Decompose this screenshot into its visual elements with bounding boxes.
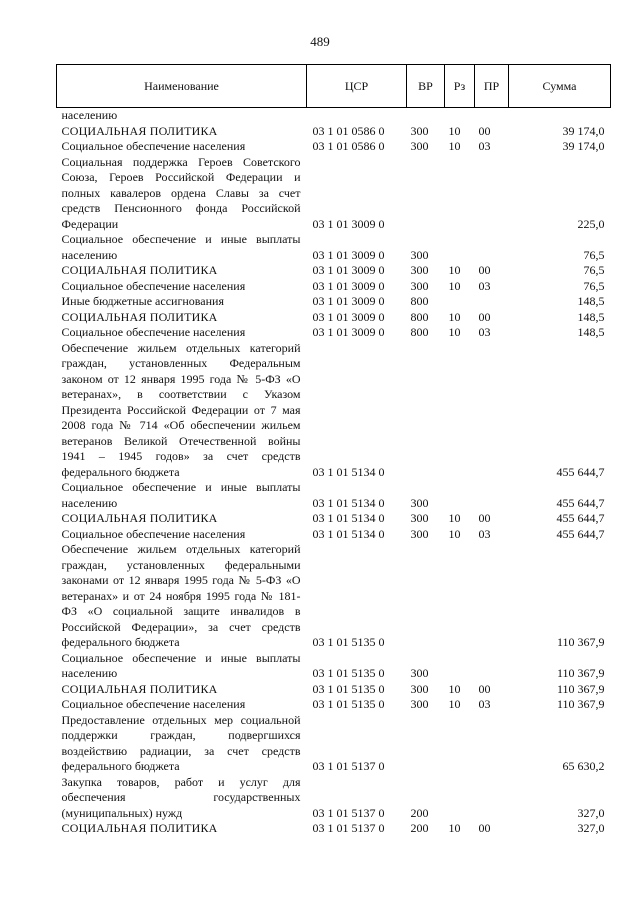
cell-vr: 300 bbox=[410, 247, 429, 262]
cell-csr: 03 1 01 3009 0 bbox=[312, 325, 385, 339]
cell-rz bbox=[445, 713, 475, 775]
table-row bbox=[57, 697, 611, 713]
cell-vr: 300 bbox=[410, 511, 429, 525]
cell-rz: 10 bbox=[448, 511, 461, 525]
cell-pr bbox=[475, 651, 509, 682]
cell-csr: 03 1 01 5134 0 bbox=[312, 511, 385, 525]
cell-rz bbox=[445, 341, 475, 481]
cell-vr: 800 bbox=[410, 294, 429, 308]
cell-csr: 03 1 01 0586 0 bbox=[312, 123, 385, 138]
table-body bbox=[57, 108, 611, 837]
cell-sum: 110 367,9 bbox=[556, 681, 605, 696]
table-row bbox=[57, 263, 611, 279]
cell-vr bbox=[407, 108, 445, 124]
cell-sum: 455 644,7 bbox=[556, 511, 605, 525]
table-row bbox=[57, 775, 611, 822]
table-row bbox=[57, 341, 611, 481]
cell-name: Социальное обеспечение населения bbox=[61, 697, 246, 711]
cell-name: СОЦИАЛЬНАЯ ПОЛИТИКА bbox=[61, 263, 218, 277]
cell-pr: 00 bbox=[478, 263, 491, 277]
cell-sum: 327,0 bbox=[577, 821, 605, 835]
cell-vr: 300 bbox=[410, 139, 429, 153]
cell-vr: 300 bbox=[410, 123, 429, 138]
cell-name: Предоставление отдельных мер социальной поддержки граждан, подвергшихся воздействию радиации, за счет средств федерального бюджета bbox=[61, 712, 301, 773]
cell-sum: 76,5 bbox=[583, 263, 605, 277]
cell-rz: 10 bbox=[448, 821, 461, 835]
cell-pr bbox=[475, 480, 509, 511]
cell-rz bbox=[445, 775, 475, 822]
cell-vr: 300 bbox=[410, 697, 429, 711]
cell-rz: 10 bbox=[448, 681, 461, 696]
cell-rz: 10 bbox=[448, 263, 461, 277]
cell-csr: 03 1 01 3009 0 bbox=[312, 309, 385, 324]
cell-pr bbox=[475, 232, 509, 263]
table-row bbox=[57, 310, 611, 326]
table-row bbox=[57, 480, 611, 511]
cell-csr: 03 1 01 5134 0 bbox=[312, 495, 385, 510]
table-row bbox=[57, 325, 611, 341]
cell-rz: 10 bbox=[448, 123, 461, 138]
header-csr: ЦСР bbox=[307, 65, 407, 108]
table-row bbox=[57, 511, 611, 527]
cell-sum: 148,5 bbox=[577, 325, 605, 339]
cell-rz bbox=[445, 480, 475, 511]
cell-pr: 03 bbox=[478, 526, 491, 541]
cell-name: Социальное обеспечение и иные выплаты населению bbox=[61, 480, 301, 510]
table-row bbox=[57, 542, 611, 651]
cell-rz: 10 bbox=[448, 526, 461, 541]
cell-csr: 03 1 01 0586 0 bbox=[312, 139, 385, 153]
cell-pr: 03 bbox=[478, 697, 491, 711]
cell-pr bbox=[475, 155, 509, 233]
cell-pr bbox=[475, 775, 509, 822]
cell-vr: 300 bbox=[410, 666, 429, 680]
cell-rz: 10 bbox=[448, 139, 461, 153]
table-row bbox=[57, 279, 611, 295]
header-name: Наименование bbox=[57, 65, 307, 108]
header-sum: Сумма bbox=[509, 65, 611, 108]
cell-sum: 110 367,9 bbox=[556, 697, 605, 711]
cell-vr: 800 bbox=[410, 325, 429, 339]
cell-pr bbox=[475, 294, 509, 310]
cell-vr: 200 bbox=[410, 821, 429, 835]
cell-name: СОЦИАЛЬНАЯ ПОЛИТИКА bbox=[61, 821, 218, 835]
cell-sum: 148,5 bbox=[577, 309, 605, 324]
cell-rz: 10 bbox=[448, 309, 461, 324]
cell-name: населению bbox=[61, 108, 118, 122]
cell-rz bbox=[445, 108, 475, 124]
table-row bbox=[57, 108, 611, 124]
table-row bbox=[57, 713, 611, 775]
cell-rz: 10 bbox=[448, 697, 461, 711]
cell-name: Социальное обеспечение населения bbox=[61, 325, 246, 339]
cell-csr: 03 1 01 5134 0 bbox=[312, 526, 385, 541]
cell-pr: 00 bbox=[478, 309, 491, 324]
cell-csr: 03 1 01 5134 0 bbox=[312, 464, 385, 479]
cell-csr: 03 1 01 3009 0 bbox=[312, 294, 385, 308]
cell-rz: 10 bbox=[448, 325, 461, 339]
cell-csr: 03 1 01 5137 0 bbox=[312, 759, 385, 773]
cell-rz bbox=[445, 155, 475, 233]
cell-sum: 225,0 bbox=[577, 216, 605, 231]
cell-rz bbox=[445, 651, 475, 682]
cell-vr bbox=[407, 341, 445, 481]
cell-csr: 03 1 01 5137 0 bbox=[312, 821, 385, 835]
cell-sum: 455 644,7 bbox=[556, 526, 605, 541]
cell-vr: 800 bbox=[410, 309, 429, 324]
cell-pr bbox=[475, 108, 509, 124]
cell-rz bbox=[445, 232, 475, 263]
cell-rz: 10 bbox=[448, 278, 461, 293]
cell-pr: 03 bbox=[478, 278, 491, 293]
table-row bbox=[57, 232, 611, 263]
cell-vr bbox=[407, 155, 445, 233]
table-header bbox=[57, 65, 611, 108]
table-row bbox=[57, 124, 611, 140]
cell-vr: 200 bbox=[410, 805, 429, 820]
cell-pr bbox=[475, 341, 509, 481]
cell-name: Иные бюджетные ассигнования bbox=[61, 294, 224, 308]
table-row bbox=[57, 527, 611, 543]
page-number: 489 bbox=[310, 34, 330, 49]
cell-pr: 03 bbox=[478, 325, 491, 339]
cell-name: Социальное обеспечение и иные выплаты населению bbox=[61, 232, 301, 262]
cell-vr: 300 bbox=[410, 263, 429, 277]
cell-pr: 00 bbox=[478, 511, 491, 525]
table-row bbox=[57, 294, 611, 310]
cell-pr: 00 bbox=[478, 821, 491, 835]
cell-sum: 455 644,7 bbox=[556, 464, 605, 479]
cell-csr: 03 1 01 5135 0 bbox=[312, 697, 385, 711]
budget-table bbox=[56, 64, 611, 837]
table-row bbox=[57, 155, 611, 233]
cell-pr: 00 bbox=[478, 123, 491, 138]
cell-vr: 300 bbox=[410, 278, 429, 293]
cell-csr: 03 1 01 5135 0 bbox=[312, 635, 385, 649]
cell-csr: 03 1 01 3009 0 bbox=[312, 247, 385, 262]
cell-name: СОЦИАЛЬНАЯ ПОЛИТИКА bbox=[61, 511, 218, 525]
table-row bbox=[57, 651, 611, 682]
cell-vr: 300 bbox=[410, 495, 429, 510]
cell-name: Закупка товаров, работ и услуг для обеспечения государственных (муниципальных) нужд bbox=[61, 774, 301, 820]
cell-pr: 00 bbox=[478, 681, 491, 696]
table-row bbox=[57, 682, 611, 698]
cell-sum: 65 630,2 bbox=[562, 759, 605, 773]
cell-pr: 03 bbox=[478, 139, 491, 153]
table-row bbox=[57, 821, 611, 837]
cell-sum: 39 174,0 bbox=[562, 139, 605, 153]
cell-rz bbox=[445, 294, 475, 310]
cell-name: Обеспечение жильем отдельных категорий граждан, установленных федеральными законами от 12 января 1995 года № 5-ФЗ «О ветеранах» и от 24 ноября 1995 года № 181-ФЗ «О социальной защите инвалидов в Российской Федерации», за счет средств федерального бюджета bbox=[61, 542, 301, 649]
cell-csr: 03 1 01 5137 0 bbox=[312, 805, 385, 820]
cell-sum: 148,5 bbox=[577, 294, 605, 308]
cell-pr bbox=[475, 542, 509, 651]
cell-csr: 03 1 01 5135 0 bbox=[312, 666, 385, 680]
cell-name: Социальное обеспечение населения bbox=[61, 278, 246, 293]
cell-sum: 327,0 bbox=[577, 805, 605, 820]
cell-sum: 110 367,9 bbox=[556, 635, 605, 649]
cell-name: Социальная поддержка Героев Советского Союза, Героев Российской Федерации и полных кавалеров ордена Славы за счет средств Пенсионного фонда Российской Федерации bbox=[61, 154, 301, 231]
cell-vr: 300 bbox=[410, 681, 429, 696]
header-rz: Рз bbox=[445, 65, 475, 108]
cell-name: СОЦИАЛЬНАЯ ПОЛИТИКА bbox=[61, 123, 218, 138]
cell-sum bbox=[509, 108, 611, 124]
cell-name: СОЦИАЛЬНАЯ ПОЛИТИКА bbox=[61, 681, 218, 696]
cell-csr: 03 1 01 3009 0 bbox=[312, 263, 385, 277]
cell-vr bbox=[407, 542, 445, 651]
cell-name: Социальное обеспечение населения bbox=[61, 526, 246, 541]
cell-csr: 03 1 01 3009 0 bbox=[312, 278, 385, 293]
cell-csr: 03 1 01 3009 0 bbox=[312, 216, 385, 231]
cell-sum: 76,5 bbox=[583, 278, 605, 293]
cell-pr bbox=[475, 713, 509, 775]
cell-sum: 110 367,9 bbox=[556, 666, 605, 680]
cell-vr: 300 bbox=[410, 526, 429, 541]
table-row bbox=[57, 139, 611, 155]
cell-vr bbox=[407, 713, 445, 775]
cell-sum: 39 174,0 bbox=[562, 123, 605, 138]
cell-name: Социальное обеспечение и иные выплаты населению bbox=[61, 650, 301, 680]
cell-rz bbox=[445, 542, 475, 651]
cell-name: СОЦИАЛЬНАЯ ПОЛИТИКА bbox=[61, 309, 218, 324]
header-pr: ПР bbox=[475, 65, 509, 108]
header-vr: ВР bbox=[407, 65, 445, 108]
cell-csr bbox=[307, 108, 407, 124]
cell-name: Обеспечение жильем отдельных категорий граждан, установленных Федеральным законом от 12 января 1995 года № 5-ФЗ «О ветеранах», в соответствии с Указом Президента Российской Федерации от 7 мая 2008 года № 714 «Об обеспечении жильем ветеранов Великой Отечественной войны 1941 – 1945 годов» за счет средств федерального бюджета bbox=[61, 340, 301, 479]
cell-name: Социальное обеспечение населения bbox=[61, 139, 246, 153]
cell-sum: 455 644,7 bbox=[556, 495, 605, 510]
cell-sum: 76,5 bbox=[583, 247, 605, 262]
cell-csr: 03 1 01 5135 0 bbox=[312, 681, 385, 696]
